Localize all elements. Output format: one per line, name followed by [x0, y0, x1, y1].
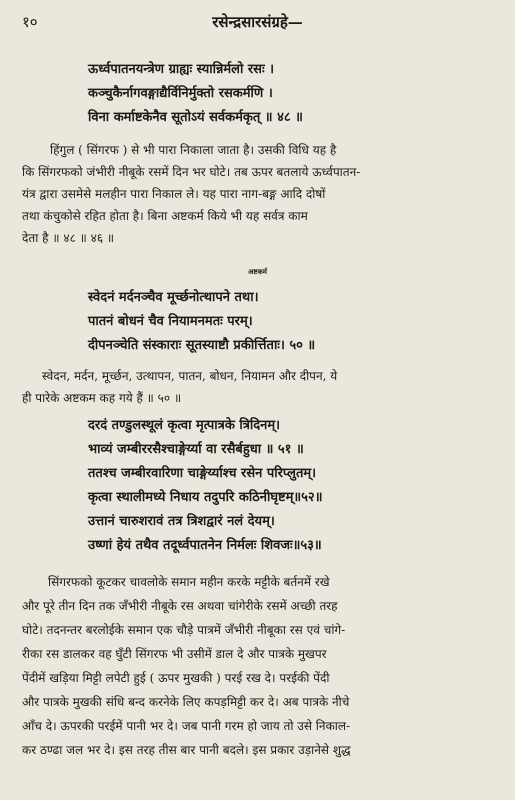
- commentary-line: स्वेदन, मर्दन, मूर्च्छन, उत्थापन, पातन, बोधन, नियामन और दीपन, ये: [42, 369, 338, 383]
- verse-line: उष्णां हेयं तथैव तदूर्ध्वपातनेन निर्मलः शिवजः॥५३॥: [88, 538, 322, 553]
- verse-line: भाव्यं जम्बीररसैश्चाङ्गेर्य्या वा रसैर्बहुधा ॥ ५१ ॥: [88, 442, 304, 457]
- verse-line: पातनं बोधनं चैव नियामनमतः परम्।: [88, 314, 253, 329]
- commentary-line: घोटे। तदनन्तर बरलोईके समान एक चौड़े पात्रमें जँभीरी नीबूका रस एवं चांगे-: [22, 623, 346, 637]
- commentary-line: हिंगुल ( सिंगरफ ) से भी पारा निकाला जाता है। उसकी विधि यह है: [50, 143, 337, 157]
- commentary-line: रीका रस डालकर वह घुँटी सिंगरफ भी उसीमें डाल दे और पात्रके मुखपर: [22, 647, 327, 661]
- commentary-line: और पात्रके मुखकी संधि बन्द करनेके लिए कपड़मिट्टी कर दे। अब पात्रके नीचे: [22, 695, 350, 709]
- commentary-line: पेंदीमें खड़िया मिट्टी लपेटी हुई ( ऊपर मुखकी ) परई रख दे। परईकी पेंदी: [22, 671, 330, 685]
- running-title: रसेन्द्रसारसंग्रहे—: [212, 13, 303, 31]
- commentary-line: सिंगरफको कूटकर चावलोके समान महीन करके मट्टीके बर्तनमें रखे: [48, 575, 330, 589]
- section-heading: अष्टकर्म: [248, 267, 267, 276]
- page-number: १०: [22, 13, 38, 31]
- commentary-line: तथा कंचुकोसे रहित होता है। बिना अष्टकर्म किये भी यह सर्वत्र काम: [22, 209, 308, 223]
- verse-line: विना कर्माष्टकेनैव सूतोऽयं सर्वकर्मकृत् ॥ ४८ ॥: [88, 110, 303, 125]
- verse-line: दरदं तण्डुलस्थूलं कृत्वा मृत्पात्रके त्रिदिनम्।: [88, 418, 281, 433]
- running-header: [22, 12, 493, 34]
- commentary-line: यंत्र द्वारा उसमेसे मलहीन पारा निकाल ले। यह पारा नाग-बङ्ग आदि दोषों: [22, 187, 326, 201]
- commentary-line: आँच दे। ऊपरकी परईमें पानी भर दे। जब पानी गरम हो जाय तो उसे निकाल-: [22, 719, 351, 733]
- verse-line: दीपनञ्चेति संस्काराः सूतस्याष्टौ प्रकीर्त्तिताः। ५० ॥: [88, 338, 316, 353]
- verse-line: उत्तानं चारुशरावं तत्र त्रिशद्वारं नलं देयम्।: [88, 514, 275, 529]
- verse-line: ऊर्ध्वपातनयन्त्रेण ग्राह्यः स्यान्निर्मलो रसः ।: [88, 62, 275, 77]
- commentary-line: और पूरे तीन दिन तक जँभीरी नीबूके रस अथवा चांगेरीके रसमें अच्छी तरह: [22, 599, 338, 613]
- verse-line: कृत्वा स्थालीमध्ये निधाय तदुपरि कठिनीघृष्टम्॥५२॥: [88, 490, 323, 505]
- verse-line: कञ्चुकैर्नागवङ्गाद्यैर्विनिर्मुक्तो रसकर्मणि ।: [88, 86, 273, 101]
- commentary-line: ही पारेके अष्टकम कह गये हैं ॥ ५० ॥: [22, 391, 182, 405]
- commentary-line: कर ठण्ढा जल भर दे। इस तरह तीस बार पानी बदले। इस प्रकार उड़ानेसे शुद्ध: [22, 743, 351, 757]
- verse-line: स्वेदनं मर्दनञ्चैव मूर्च्छनोत्थापने तथा।: [88, 290, 259, 305]
- commentary-line: देता है ॥ ४८ ॥ ४६ ॥: [22, 231, 115, 245]
- commentary-line: कि सिंगरफको जंभीरी नीबूके रसमें दिन भर घोटे। तब ऊपर बतलाये ऊर्ध्वपातन-: [22, 165, 361, 179]
- verse-line: ततश्च जम्बीरवारिणा चाङ्गेर्य्याश्च रसेन परिप्लुतम्।: [88, 466, 317, 481]
